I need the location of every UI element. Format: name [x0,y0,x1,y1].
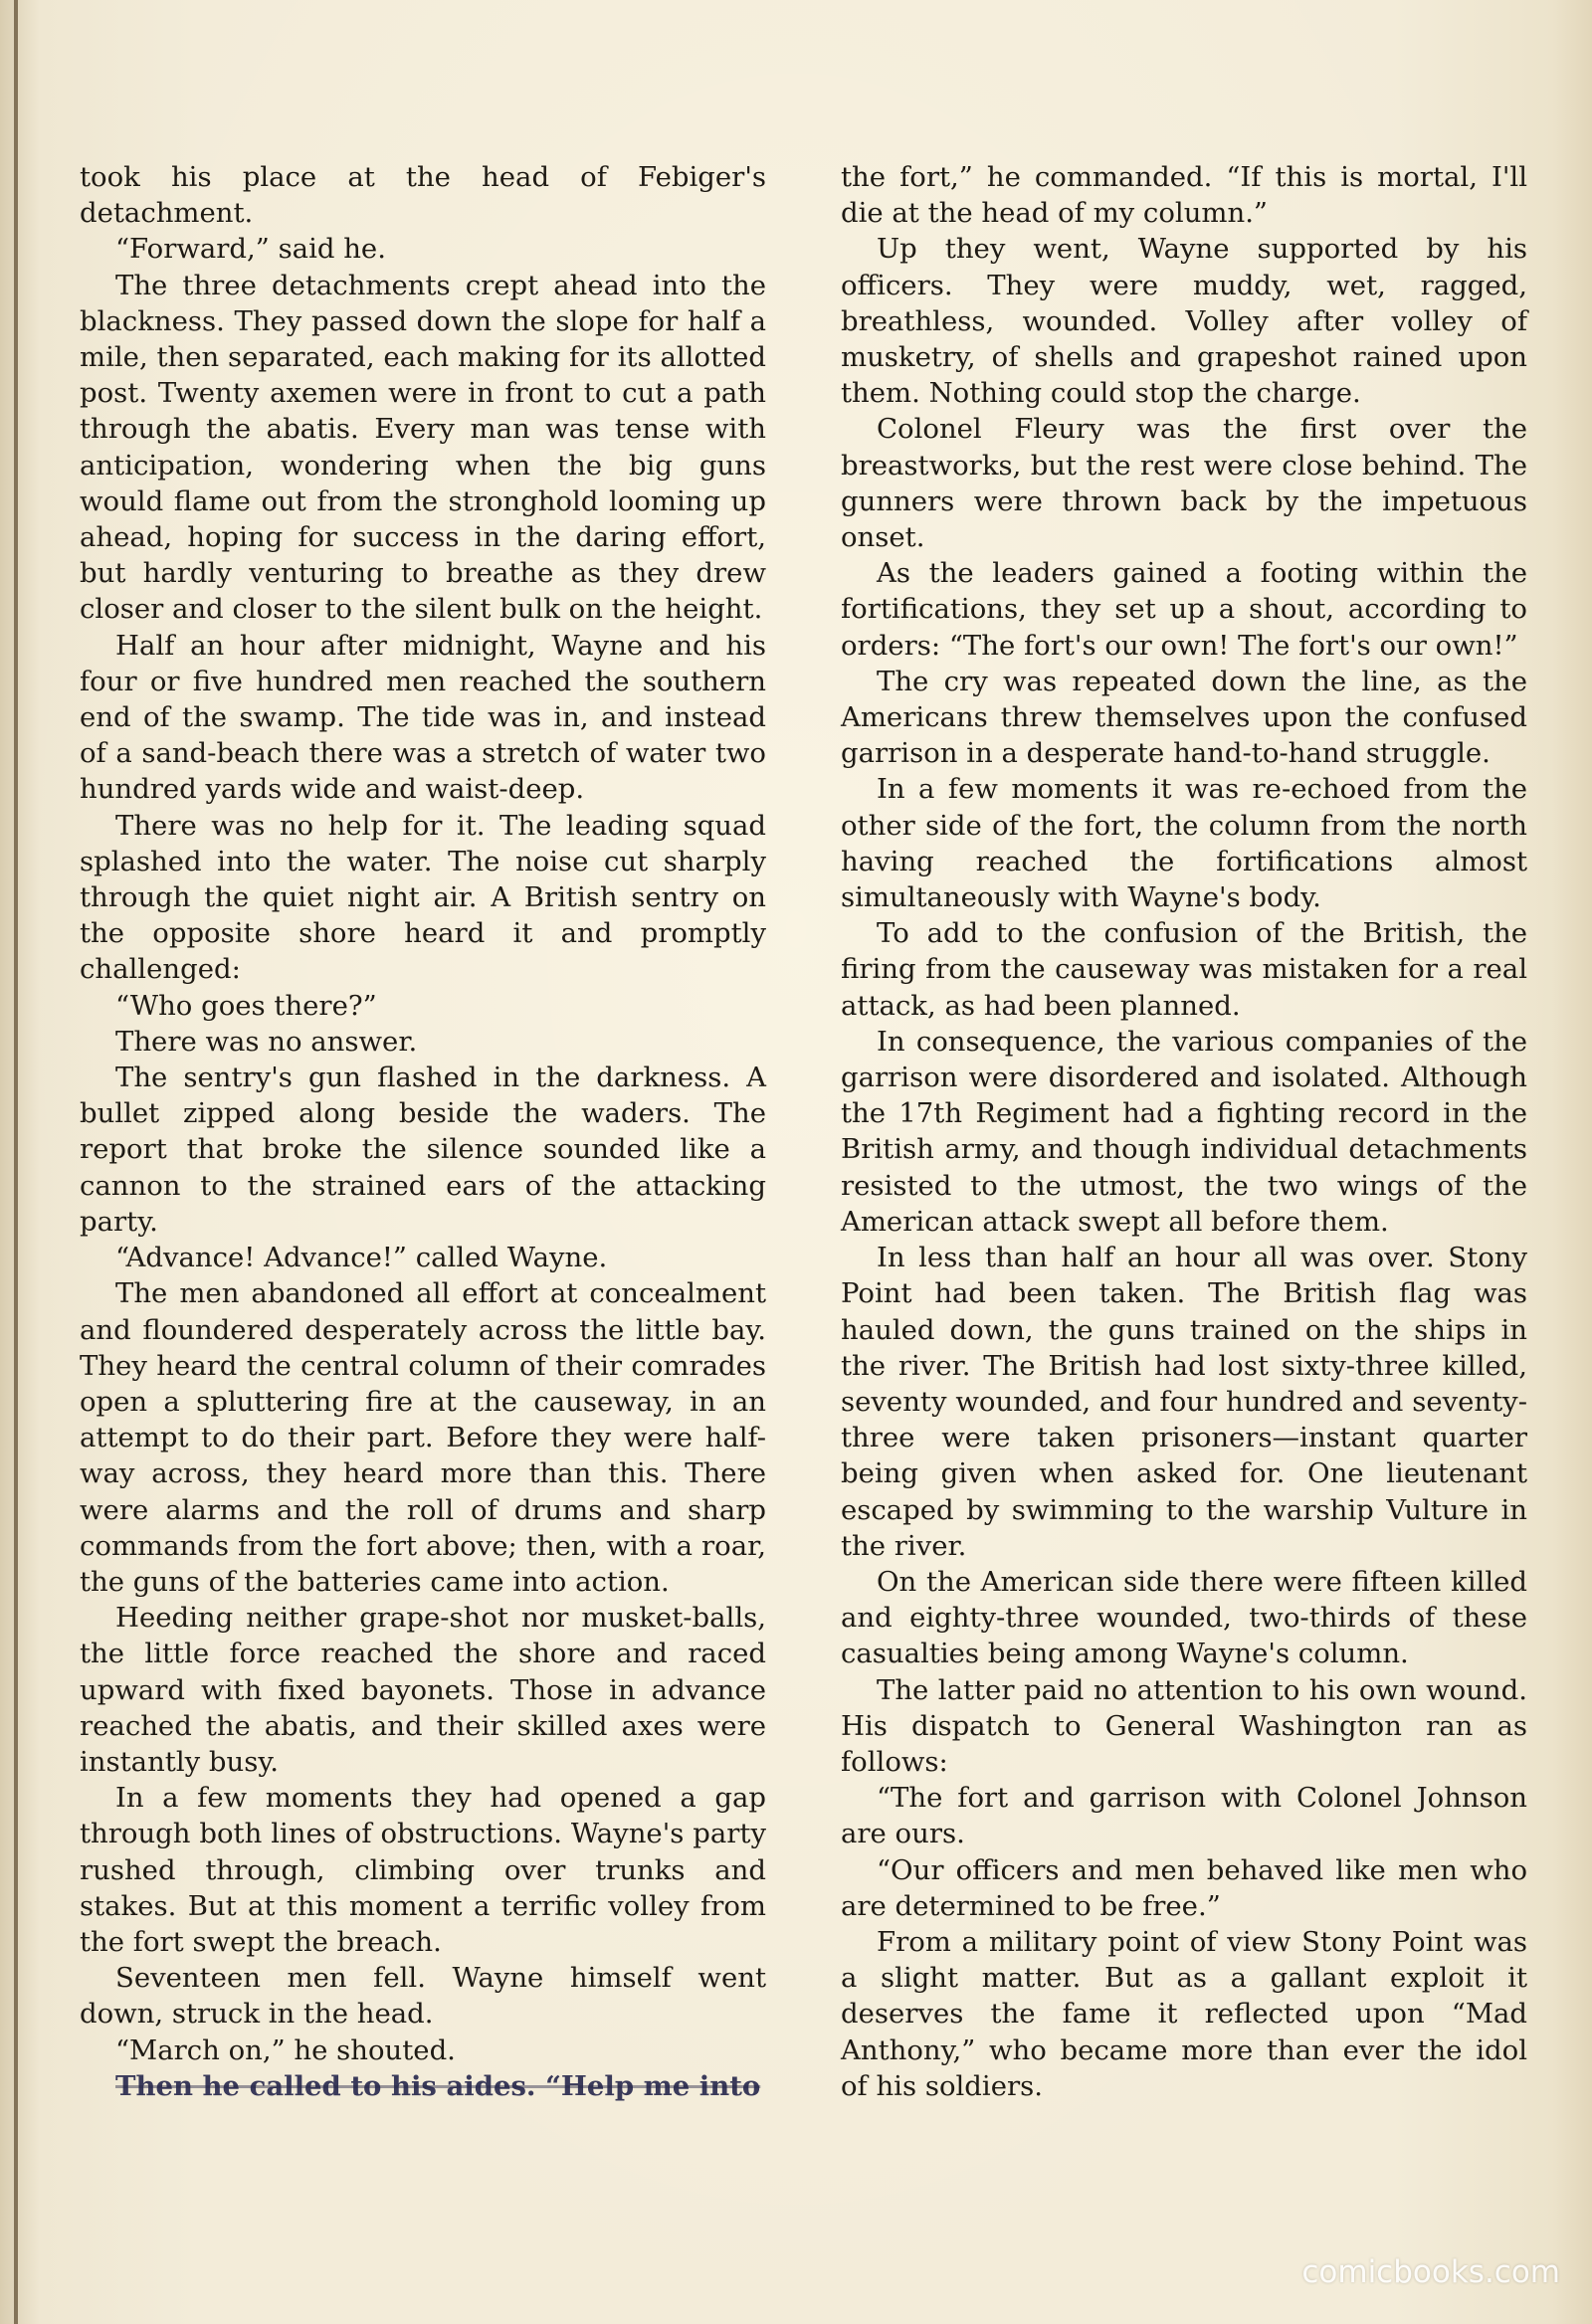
paragraph: Half an hour after midnight, Wayne and his four or five hundred men reached the southern end of the swamp. The tide was in, and instead of a sand-beach there was a stretch of water two hundred yards wide and waist-deep. [80,629,766,806]
paragraph: The men abandoned all effort at concealment and floundered desperately across the little bay. They heard the central column of their comrades open a spluttering fire at the causeway, in an attempt to do their part. Before they were half-way across, they heard more than this. There were alarms and the roll of drums and sharp commands from the fort above; then, with a roar, the guns of the batteries came into action. [80,1277,766,1598]
paragraph: As the leaders gained a footing within the fortifications, they set up a shout, according to orders: “The fort's our own! The fort's our own!” [841,557,1527,662]
paragraph: Seventeen men fell. Wayne himself went down, struck in the head. [80,1962,766,2031]
paragraph: In less than half an hour all was over. Stony Point had been taken. The British flag was hauled down, the guns trained on the ships in the river. The British had lost sixty-three killed, seventy wounded, and four hundred and seventy-three were taken prisoners—instant quarter being given when asked for. One lieutenant escaped by swimming to the warship Vulture in the river. [841,1242,1527,1562]
paragraph: Up they went, Wayne supported by his officers. They were muddy, wet, ragged, breathless, wounded. Volley after volley of musketry, of shells and grapeshot rained upon them. Nothing could stop the charge. [841,233,1527,410]
paragraph: In a few moments it was re-echoed from the other side of the fort, the column from the north having reached the fortifications almost simultaneously with Wayne's body. [841,773,1527,914]
right-text-column [841,159,1527,2104]
paragraph: On the American side there were fifteen killed and eighty-three wounded, two-thirds of these casualties being among Wayne's column. [841,1565,1527,1670]
paragraph: Heeding neither grape-shot nor musket-balls, the little force reached the shore and raced upward with fixed bayonets. Those in advance reached the abatis, and their skilled axes were instantly busy. [80,1602,766,1778]
paragraph: “Our officers and men behaved like men who are determined to be free.” [841,1853,1527,1922]
paragraph: Colonel Fleury was the first over the breastworks, but the rest were close behind. The gunners were thrown back by the impetuous onset. [841,413,1527,554]
paragraph: The cry was repeated down the line, as the Americans threw themselves upon the confused garrison in a desperate hand-to-hand struggle. [841,665,1527,770]
paragraph: The three detachments crept ahead into the blackness. They passed down the slope for half a mile, then separated, each making for its allotted post. Twenty axemen were in front to cut a path through the abatis. Every man was tense with anticipation, wondering when the big guns would flame out from the stronghold looming up ahead, hoping for success in the daring effort, but hardly venturing to breathe as they drew closer and closer to the silent bulk on the height. [80,269,766,626]
paragraph: From a military point of view Stony Point was a slight matter. But as a gallant exploit it deserves the fame it reflected upon “Mad Anthony,” who became more than ever the idol of his soldiers. [841,1925,1527,2102]
paragraph: “March on,” he shouted. [115,2034,456,2066]
paragraph: To add to the confusion of the British, the firing from the causeway was mistaken for a real attack, as had been planned. [841,917,1527,1022]
paragraph: The latter paid no attention to his own wound. His dispatch to General Washington ran as follows: [841,1673,1527,1778]
paragraph: Then he called to his aides. “Help me into [115,2069,761,2102]
paragraph: There was no help for it. The leading squad splashed into the water. The noise cut sharply through the quiet night air. A British sentry on the opposite shore heard it and promptly challenged: [80,809,766,986]
page-spine-edge [14,0,18,2324]
paragraph: “Advance! Advance!” called Wayne. [115,1242,608,1274]
paragraph: In consequence, the various companies of the garrison were disordered and isolated. Although the 17th Regiment had a fighting record in the British army, and though individual detachments resisted to the utmost, the two wings of the American attack swept all before them. [841,1025,1527,1238]
paragraph: “Who goes there?” [115,989,377,1022]
paragraph: “The fort and garrison with Colonel Johnson are ours. [841,1782,1527,1850]
paragraph: the fort,” he commanded. “If this is mortal, I'll die at the head of my column.” [841,161,1527,230]
paragraph: The sentry's gun flashed in the darkness. A bullet zipped along beside the waders. The report that broke the silence sounded like a cannon to the strained ears of the attacking party. [80,1062,766,1238]
paragraph: took his place at the head of Febiger's detachment. [80,161,766,230]
paragraph: In a few moments they had opened a gap through both lines of obstructions. Wayne's party rushed through, climbing over trunks and stakes. But at this moment a terrific volley from the fort swept the breach. [80,1782,766,1958]
source-watermark: comicbooks.com [1301,2254,1560,2290]
paragraph: “Forward,” said he. [115,233,386,266]
left-text-column [80,159,766,2104]
paragraph: There was no answer. [115,1025,418,1058]
